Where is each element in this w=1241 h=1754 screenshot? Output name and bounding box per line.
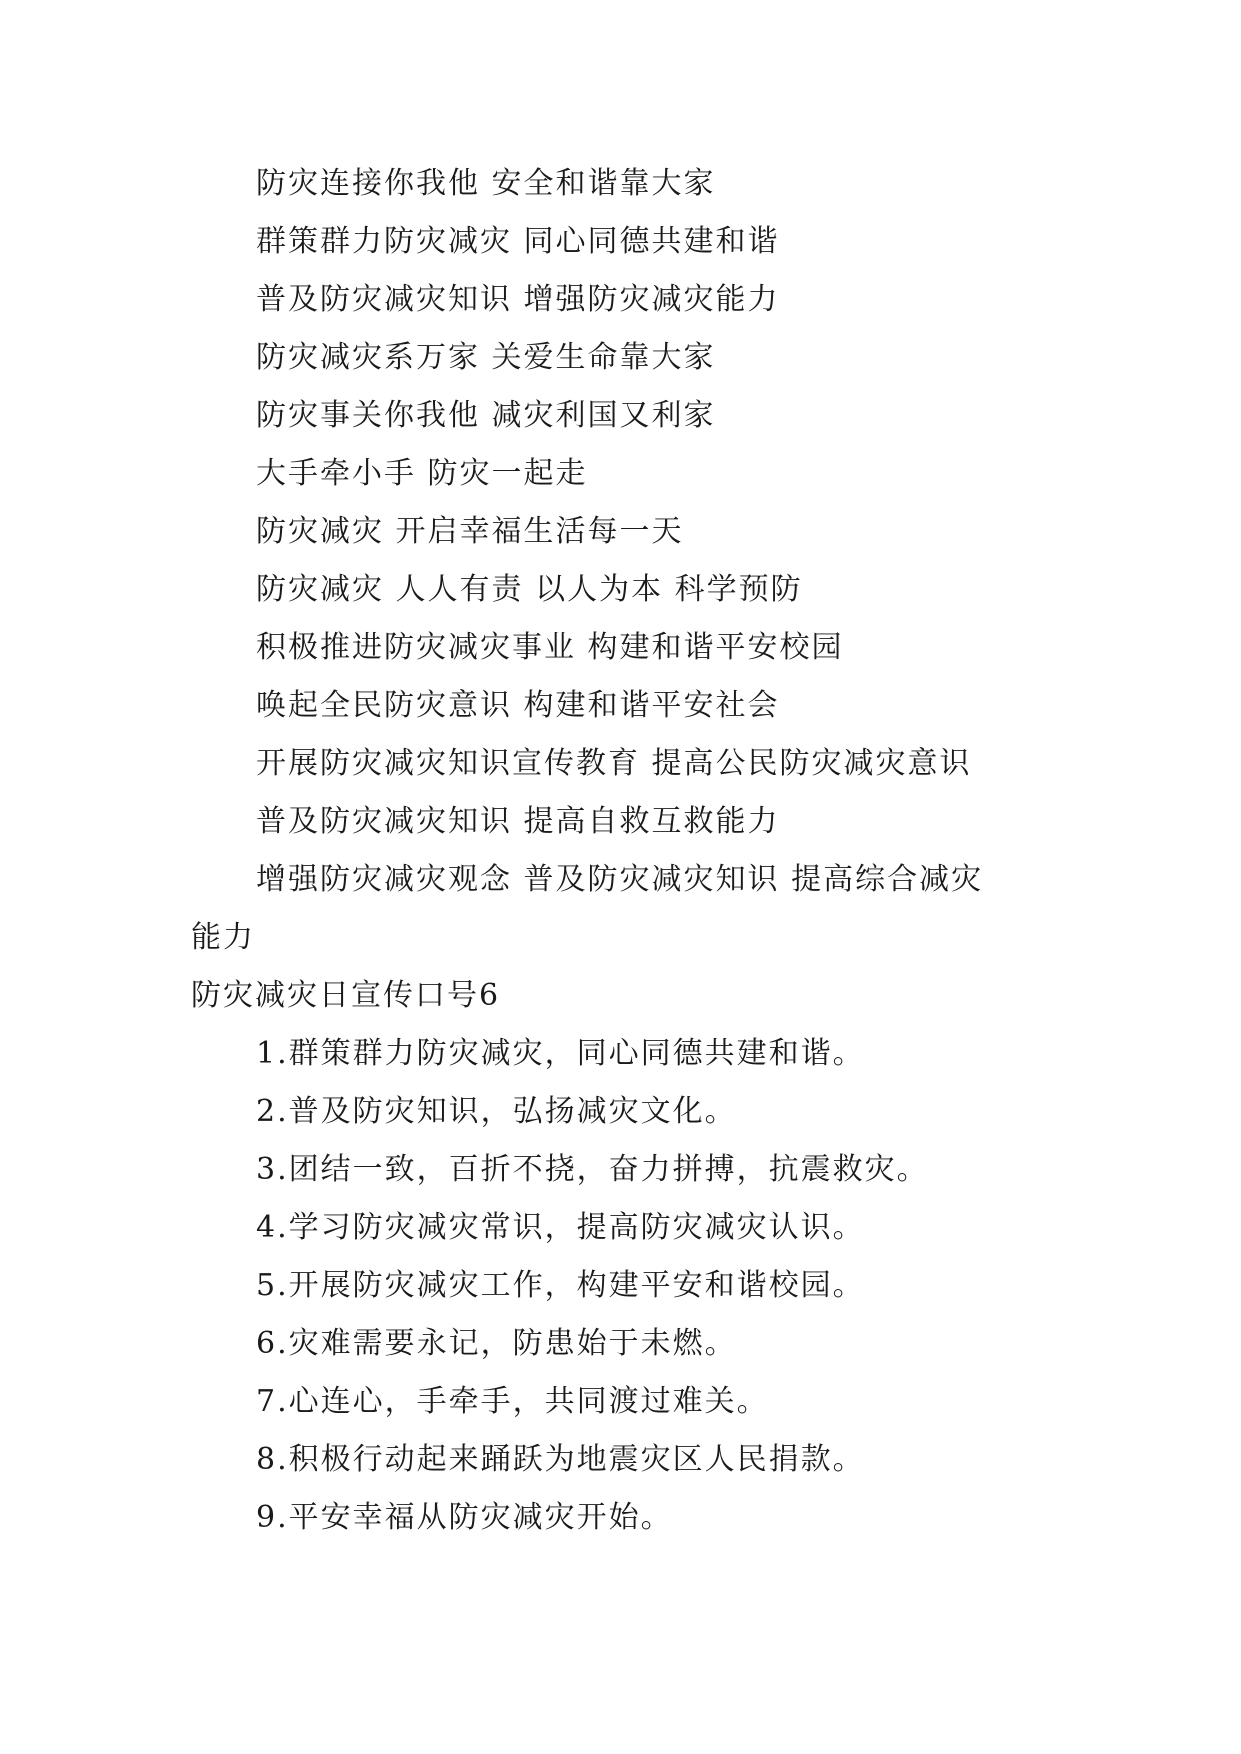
numbered-slogan: 5.开展防灾减灾工作，构建平安和谐校园。 <box>256 1268 865 1303</box>
slogan-line: 开展防灾减灾知识宣传教育 提高公民防灾减灾意识 <box>256 746 972 781</box>
slogan-line: 增强防灾减灾观念 普及防灾减灾知识 提高综合减灾 <box>256 862 984 897</box>
slogan-line: 大手牵小手 防灾一起走 <box>256 456 588 491</box>
slogan-line: 防灾减灾系万家 关爱生命靠大家 <box>256 340 716 375</box>
slogan-line: 普及防灾减灾知识 增强防灾减灾能力 <box>256 282 780 317</box>
slogan-line: 防灾减灾 开启幸福生活每一天 <box>256 514 684 549</box>
slogan-line: 防灾减灾 人人有责 以人为本 科学预防 <box>256 572 803 607</box>
numbered-slogan: 1.群策群力防灾减灾，同心同德共建和谐。 <box>256 1036 865 1071</box>
numbered-slogan: 4.学习防灾减灾常识，提高防灾减灾认识。 <box>256 1210 865 1245</box>
numbered-slogan: 6.灾难需要永记，防患始于未燃。 <box>256 1326 737 1361</box>
numbered-slogan: 7.心连心，手牵手，共同渡过难关。 <box>256 1384 769 1419</box>
numbered-slogan: 3.团结一致，百折不挠，奋力拼搏，抗震救灾。 <box>256 1152 929 1187</box>
slogan-line: 唤起全民防灾意识 构建和谐平安社会 <box>256 688 780 723</box>
numbered-slogan: 2.普及防灾知识，弘扬减灾文化。 <box>256 1094 737 1129</box>
numbered-slogan: 9.平安幸福从防灾减灾开始。 <box>256 1500 673 1535</box>
slogan-line: 群策群力防灾减灾 同心同德共建和谐 <box>256 224 780 259</box>
slogan-line: 防灾连接你我他 安全和谐靠大家 <box>256 166 716 201</box>
slogan-line-continuation: 能力 <box>191 920 255 955</box>
slogan-line: 普及防灾减灾知识 提高自救互救能力 <box>256 804 780 839</box>
slogan-line: 防灾事关你我他 减灾利国又利家 <box>256 398 716 433</box>
numbered-slogan: 8.积极行动起来踊跃为地震灾区人民捐款。 <box>256 1442 865 1477</box>
section-title: 防灾减灾日宣传口号6 <box>191 978 501 1013</box>
slogan-line: 积极推进防灾减灾事业 构建和谐平安校园 <box>256 630 844 665</box>
